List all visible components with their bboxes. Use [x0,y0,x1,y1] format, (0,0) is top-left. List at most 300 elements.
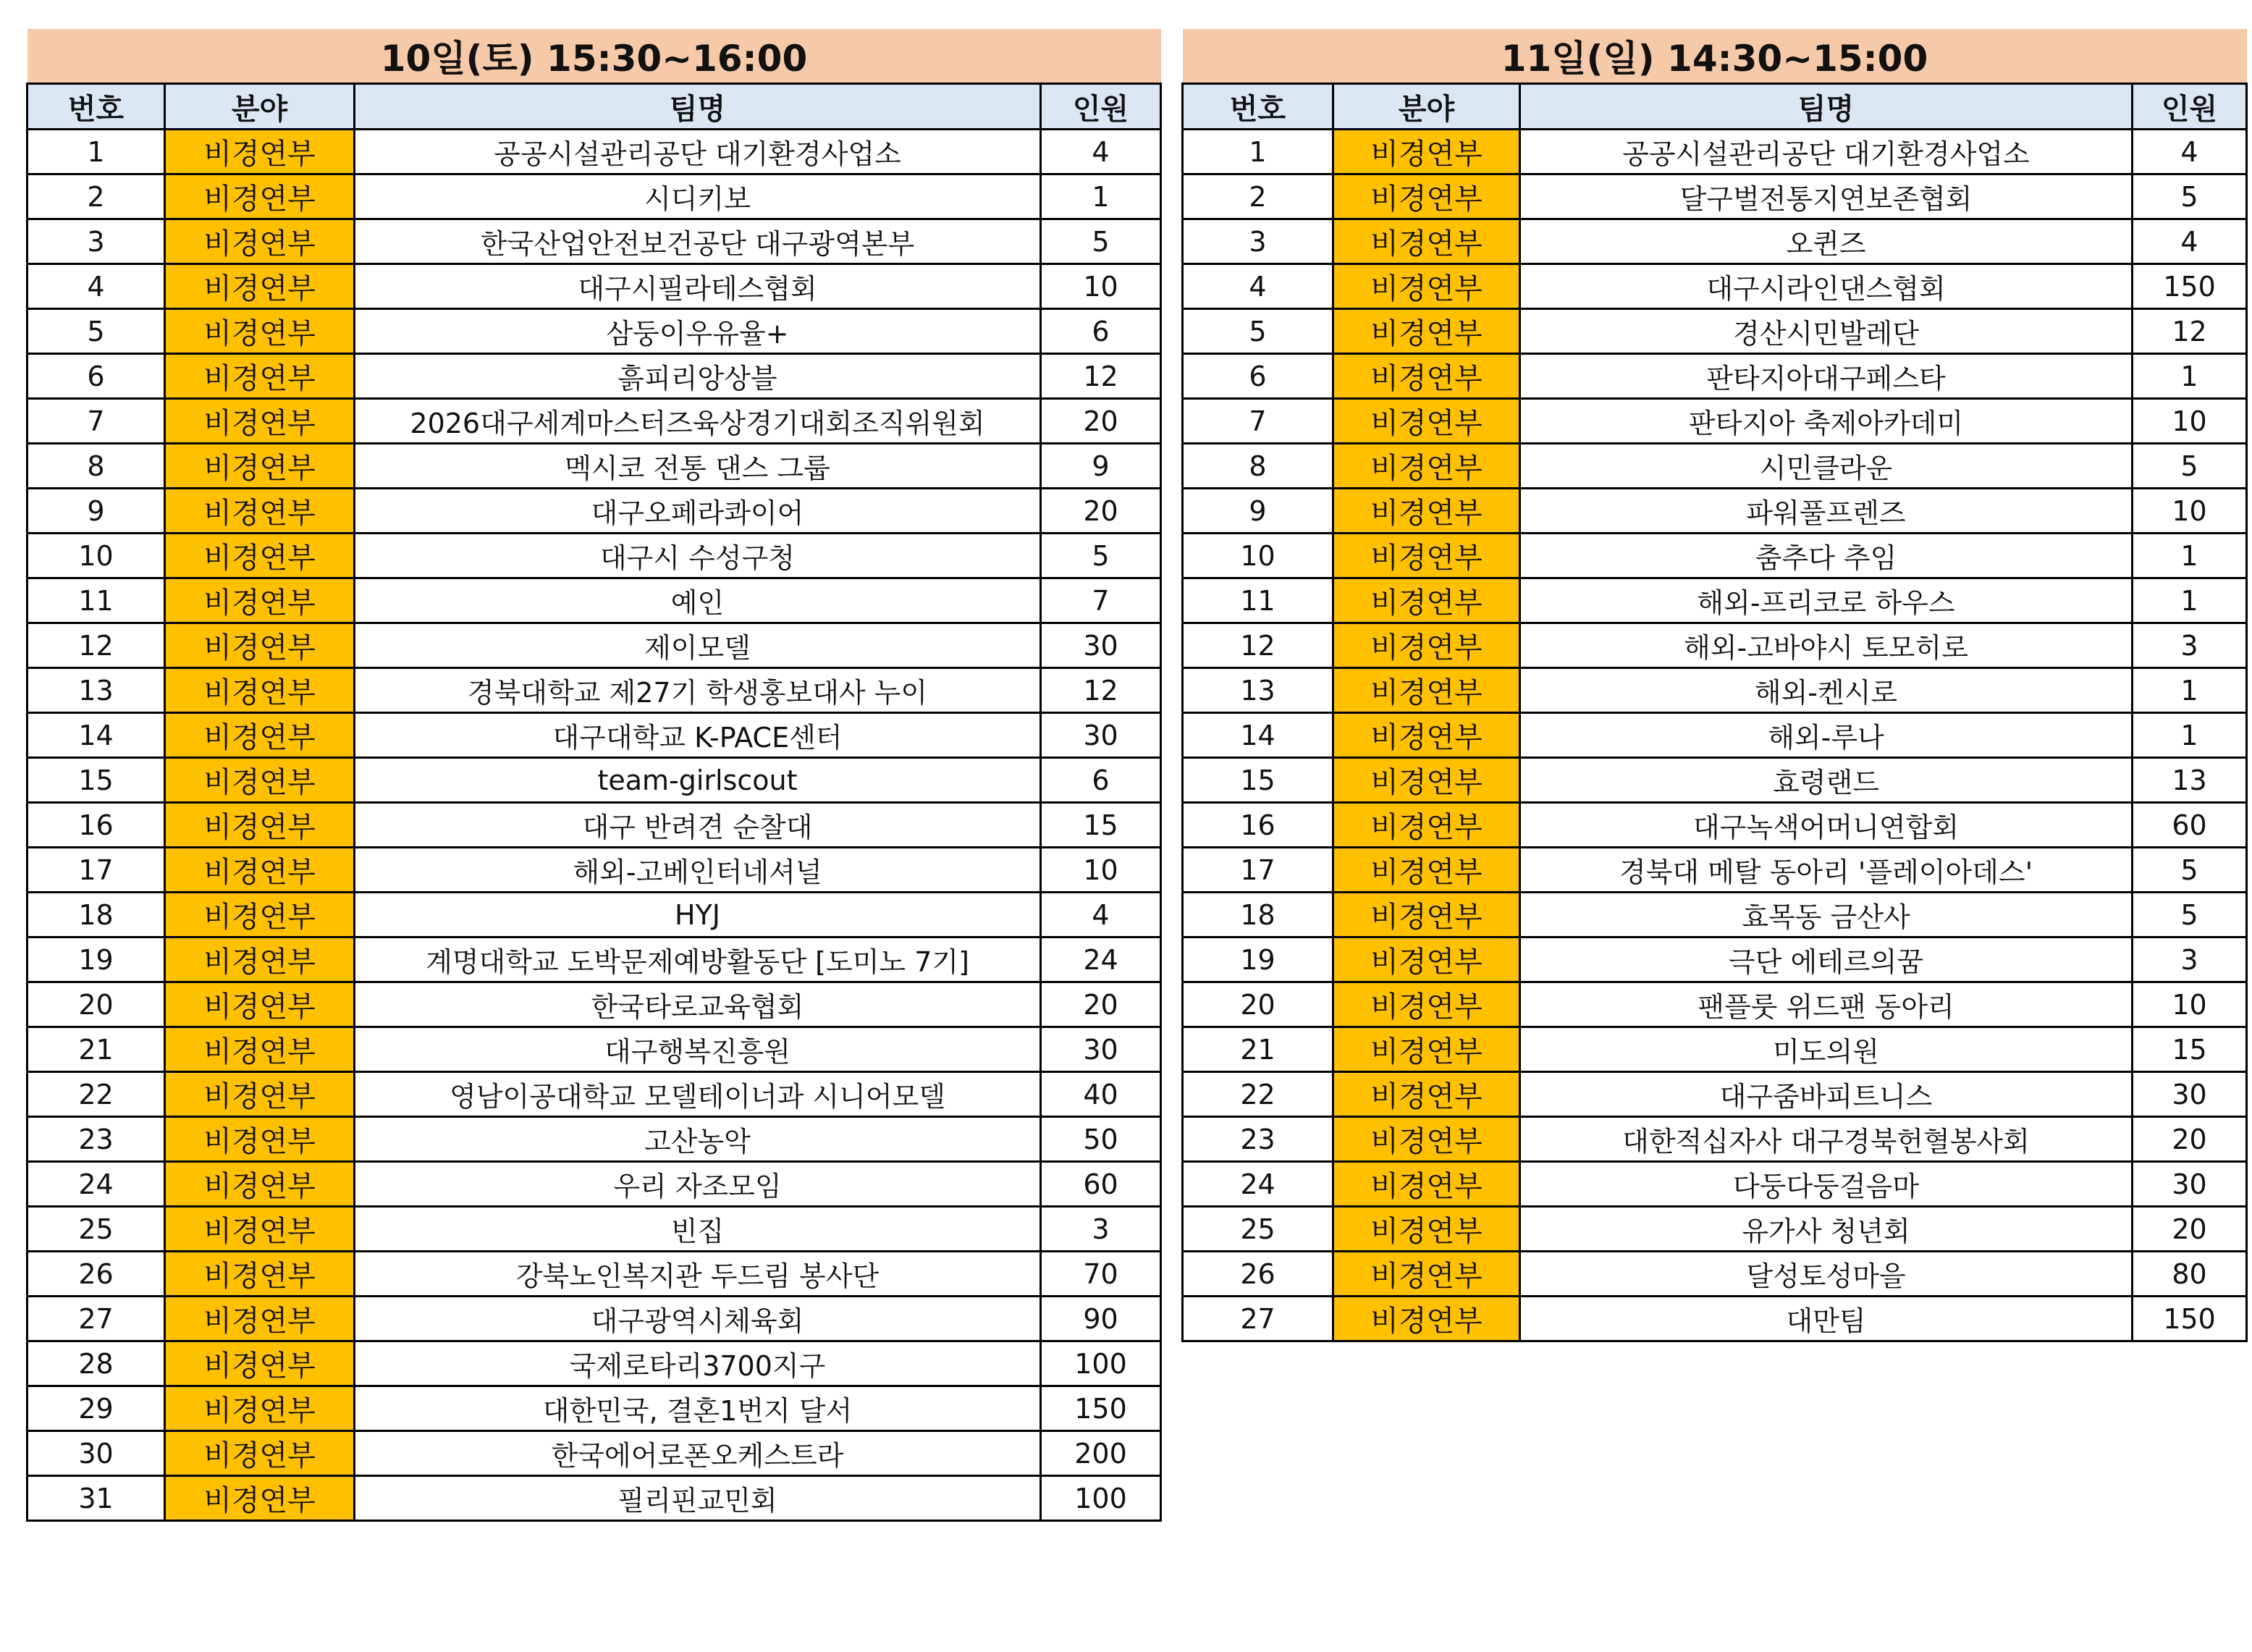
row-team-name: 필리핀교민회 [355,1476,1041,1521]
row-number: 22 [28,1072,165,1117]
row-number: 13 [1183,668,1333,713]
table-row [28,1117,1161,1162]
row-headcount: 60 [2133,803,2247,848]
row-number: 3 [1183,219,1333,264]
table-row [28,174,1161,219]
row-team-name: 고산농악 [355,1117,1041,1162]
row-field: 비경연부 [165,1386,355,1431]
row-field: 비경연부 [165,1162,355,1207]
row-team-name: 판타지아대구페스타 [1520,354,2133,399]
row-field: 비경연부 [165,982,355,1027]
table-row [1183,848,2247,893]
table-row [1183,578,2247,623]
table-row [1183,803,2247,848]
row-team-name: 예인 [355,578,1041,623]
row-headcount: 3 [2133,623,2247,668]
row-field: 비경연부 [165,1027,355,1072]
table-row [28,1207,1161,1252]
row-team-name: 대구광역시체육회 [355,1297,1041,1341]
row-team-name: 시민클라운 [1520,444,2133,489]
row-headcount: 100 [1041,1476,1161,1521]
row-number: 1 [1183,130,1333,174]
row-number: 11 [28,578,165,623]
row-field: 비경연부 [1333,758,1520,803]
row-number: 27 [1183,1297,1333,1341]
table-row [28,1027,1161,1072]
row-headcount: 70 [1041,1252,1161,1297]
row-team-name: 공공시설관리공단 대기환경사업소 [1520,130,2133,174]
row-headcount: 30 [1041,1027,1161,1072]
table-row [28,489,1161,534]
row-field: 비경연부 [165,1297,355,1341]
row-field: 비경연부 [1333,982,1520,1027]
row-number: 18 [1183,893,1333,937]
row-team-name: 빈집 [355,1207,1041,1252]
header-team-name: 팀명 [1520,84,2133,130]
row-headcount: 30 [2133,1162,2247,1207]
row-headcount: 12 [2133,309,2247,354]
header-field: 분야 [1333,84,1520,130]
row-number: 16 [1183,803,1333,848]
row-team-name: 다둥다둥걸음마 [1520,1162,2133,1207]
row-field: 비경연부 [1333,1072,1520,1117]
row-number: 23 [28,1117,165,1162]
row-field: 비경연부 [1333,668,1520,713]
row-headcount: 13 [2133,758,2247,803]
row-headcount: 12 [1041,354,1161,399]
row-field: 비경연부 [1333,1162,1520,1207]
table-row [28,444,1161,489]
row-team-name: 한국산업안전보건공단 대구광역본부 [355,219,1041,264]
row-field: 비경연부 [165,893,355,937]
table-row [1183,1072,2247,1117]
row-number: 19 [28,937,165,982]
row-team-name: 제이모델 [355,623,1041,668]
row-field: 비경연부 [165,489,355,534]
row-headcount: 100 [1041,1341,1161,1386]
row-headcount: 20 [2133,1117,2247,1162]
row-field: 비경연부 [165,219,355,264]
table-row [1183,174,2247,219]
row-number: 14 [28,713,165,758]
row-headcount: 3 [1041,1207,1161,1252]
row-field: 비경연부 [165,758,355,803]
row-team-name: 해외-프리코로 하우스 [1520,578,2133,623]
table-row [1183,264,2247,309]
row-number: 11 [1183,578,1333,623]
row-number: 26 [1183,1252,1333,1297]
table-row [1183,219,2247,264]
table-row [28,937,1161,982]
row-headcount: 5 [1041,534,1161,578]
row-field: 비경연부 [165,623,355,668]
row-headcount: 150 [2133,1297,2247,1341]
row-number: 2 [28,174,165,219]
table-title: 11일(일) 14:30~15:00 [1183,29,2247,84]
row-headcount: 90 [1041,1297,1161,1341]
row-field: 비경연부 [165,1072,355,1117]
row-number: 6 [1183,354,1333,399]
row-field: 비경연부 [165,309,355,354]
header-headcount: 인원 [2133,84,2247,130]
row-number: 14 [1183,713,1333,758]
header-number: 번호 [1183,84,1333,130]
row-team-name: 대구대학교 K-PACE센터 [355,713,1041,758]
row-field: 비경연부 [165,399,355,444]
table-row [28,893,1161,937]
table-row [1183,1207,2247,1252]
row-team-name: 해외-켄시로 [1520,668,2133,713]
row-number: 16 [28,803,165,848]
row-number: 29 [28,1386,165,1431]
row-team-name: 흙피리앙상블 [355,354,1041,399]
row-team-name: 팬플룻 위드팬 동아리 [1520,982,2133,1027]
row-team-name: HYJ [355,893,1041,937]
table-row [1183,1297,2247,1341]
row-headcount: 20 [1041,399,1161,444]
header-row [1183,84,2247,130]
row-team-name: 해외-고베인터네셔널 [355,848,1041,893]
table-row [28,1162,1161,1207]
row-team-name: 공공시설관리공단 대기환경사업소 [355,130,1041,174]
table-row [1183,489,2247,534]
row-headcount: 9 [1041,444,1161,489]
row-field: 비경연부 [1333,399,1520,444]
table-row [28,623,1161,668]
table-row [1183,130,2247,174]
header-number: 번호 [28,84,165,130]
row-number: 8 [28,444,165,489]
row-number: 15 [1183,758,1333,803]
row-team-name: 해외-루나 [1520,713,2133,758]
row-headcount: 20 [2133,1207,2247,1252]
table-row [28,534,1161,578]
row-headcount: 10 [1041,264,1161,309]
row-headcount: 150 [2133,264,2247,309]
row-number: 24 [28,1162,165,1207]
table-row [1183,893,2247,937]
row-team-name: 대구시 수성구청 [355,534,1041,578]
table-row [28,1476,1161,1521]
row-field: 비경연부 [1333,534,1520,578]
row-field: 비경연부 [165,534,355,578]
row-team-name: 대구 반려견 순찰대 [355,803,1041,848]
row-field: 비경연부 [165,1252,355,1297]
row-number: 7 [1183,399,1333,444]
row-field: 비경연부 [1333,937,1520,982]
table-row [28,668,1161,713]
row-field: 비경연부 [1333,803,1520,848]
row-headcount: 10 [2133,399,2247,444]
row-field: 비경연부 [165,1476,355,1521]
row-field: 비경연부 [1333,623,1520,668]
row-number: 12 [1183,623,1333,668]
row-number: 4 [28,264,165,309]
row-team-name: 미도의원 [1520,1027,2133,1072]
table-row [28,713,1161,758]
row-number: 25 [1183,1207,1333,1252]
table-row [28,1341,1161,1386]
row-headcount: 5 [2133,444,2247,489]
row-headcount: 5 [2133,893,2247,937]
row-field: 비경연부 [1333,489,1520,534]
table-row [28,578,1161,623]
row-number: 7 [28,399,165,444]
row-headcount: 5 [2133,848,2247,893]
row-team-name: 오퀸즈 [1520,219,2133,264]
row-team-name: 강북노인복지관 두드림 봉사단 [355,1252,1041,1297]
row-team-name: 유가사 청년회 [1520,1207,2133,1252]
row-number: 24 [1183,1162,1333,1207]
table-row [28,130,1161,174]
table-row [1183,758,2247,803]
row-number: 12 [28,623,165,668]
row-field: 비경연부 [1333,309,1520,354]
table-title-row [1183,29,2247,84]
row-headcount: 10 [2133,489,2247,534]
row-team-name: 효령랜드 [1520,758,2133,803]
table-row [28,264,1161,309]
row-number: 9 [1183,489,1333,534]
row-team-name: 한국에어로폰오케스트라 [355,1431,1041,1476]
row-team-name: 영남이공대학교 모델테이너과 시니어모델 [355,1072,1041,1117]
row-headcount: 30 [1041,713,1161,758]
row-field: 비경연부 [1333,893,1520,937]
row-number: 17 [28,848,165,893]
row-field: 비경연부 [165,1207,355,1252]
table-row [28,1297,1161,1341]
table-row [1183,937,2247,982]
row-headcount: 6 [1041,758,1161,803]
row-headcount: 1 [2133,668,2247,713]
row-number: 27 [28,1297,165,1341]
row-team-name: 2026대구세계마스터즈육상경기대회조직위원회 [355,399,1041,444]
row-field: 비경연부 [1333,848,1520,893]
row-headcount: 15 [1041,803,1161,848]
table-row [1183,399,2247,444]
row-headcount: 6 [1041,309,1161,354]
table-row [28,803,1161,848]
table-row [1183,354,2247,399]
table-row [28,1072,1161,1117]
row-headcount: 4 [2133,219,2247,264]
row-headcount: 5 [1041,219,1161,264]
row-number: 2 [1183,174,1333,219]
row-field: 비경연부 [165,848,355,893]
row-field: 비경연부 [165,1117,355,1162]
header-row [28,84,1161,130]
row-headcount: 12 [1041,668,1161,713]
table-title: 10일(토) 15:30~16:00 [28,29,1161,84]
row-team-name: 국제로타리3700지구 [355,1341,1041,1386]
row-team-name: 파워풀프렌즈 [1520,489,2133,534]
row-field: 비경연부 [1333,1117,1520,1162]
schedule-table-day10 [26,29,1162,1522]
table-row [28,758,1161,803]
row-field: 비경연부 [1333,130,1520,174]
row-headcount: 15 [2133,1027,2247,1072]
row-number: 1 [28,130,165,174]
table-row [28,399,1161,444]
row-field: 비경연부 [165,130,355,174]
row-headcount: 10 [2133,982,2247,1027]
row-number: 8 [1183,444,1333,489]
row-field: 비경연부 [1333,354,1520,399]
row-number: 31 [28,1476,165,1521]
row-field: 비경연부 [1333,1252,1520,1297]
row-team-name: 시디키보 [355,174,1041,219]
row-headcount: 1 [2133,354,2247,399]
row-field: 비경연부 [1333,578,1520,623]
header-team-name: 팀명 [355,84,1041,130]
row-field: 비경연부 [1333,1027,1520,1072]
table-row [28,1431,1161,1476]
row-team-name: 효목동 금산사 [1520,893,2133,937]
row-team-name: 멕시코 전통 댄스 그룹 [355,444,1041,489]
schedule-table-day11 [1181,29,2248,1342]
row-team-name: 우리 자조모임 [355,1162,1041,1207]
row-headcount: 4 [1041,893,1161,937]
row-field: 비경연부 [165,937,355,982]
row-field: 비경연부 [165,803,355,848]
row-team-name: 한국타로교육협회 [355,982,1041,1027]
table-row [28,982,1161,1027]
row-number: 3 [28,219,165,264]
row-number: 26 [28,1252,165,1297]
row-team-name: 대한적십자사 대구경북헌혈봉사회 [1520,1117,2133,1162]
row-team-name: 경산시민발레단 [1520,309,2133,354]
row-headcount: 60 [1041,1162,1161,1207]
row-number: 5 [28,309,165,354]
row-team-name: 해외-고바야시 토모히로 [1520,623,2133,668]
row-number: 28 [28,1341,165,1386]
row-field: 비경연부 [1333,1297,1520,1341]
row-field: 비경연부 [165,264,355,309]
row-field: 비경연부 [1333,174,1520,219]
row-field: 비경연부 [165,668,355,713]
row-team-name: 대구시라인댄스협회 [1520,264,2133,309]
row-headcount: 40 [1041,1072,1161,1117]
row-headcount: 3 [2133,937,2247,982]
row-team-name: team-girlscout [355,758,1041,803]
row-team-name: 대구행복진흥원 [355,1027,1041,1072]
table-row [1183,444,2247,489]
table-row [1183,668,2247,713]
row-headcount: 80 [2133,1252,2247,1297]
row-headcount: 50 [1041,1117,1161,1162]
row-headcount: 4 [1041,130,1161,174]
table-row [1183,1027,2247,1072]
row-headcount: 1 [2133,713,2247,758]
row-number: 21 [1183,1027,1333,1072]
row-team-name: 대만팀 [1520,1297,2133,1341]
row-number: 19 [1183,937,1333,982]
row-headcount: 5 [2133,174,2247,219]
row-number: 10 [28,534,165,578]
row-headcount: 20 [1041,982,1161,1027]
row-headcount: 1 [2133,578,2247,623]
row-headcount: 1 [1041,174,1161,219]
table-row [1183,1252,2247,1297]
row-headcount: 10 [1041,848,1161,893]
row-field: 비경연부 [165,1431,355,1476]
row-team-name: 계명대학교 도박문제예방활동단 [도미노 7기] [355,937,1041,982]
table-row [1183,713,2247,758]
row-number: 20 [1183,982,1333,1027]
row-number: 25 [28,1207,165,1252]
row-number: 21 [28,1027,165,1072]
row-number: 4 [1183,264,1333,309]
row-field: 비경연부 [165,444,355,489]
row-field: 비경연부 [1333,1207,1520,1252]
table-row [1183,1117,2247,1162]
row-number: 13 [28,668,165,713]
table-row [1183,1162,2247,1207]
row-number: 18 [28,893,165,937]
table-row [28,1252,1161,1297]
row-headcount: 30 [2133,1072,2247,1117]
header-field: 분야 [165,84,355,130]
row-team-name: 대구줌바피트니스 [1520,1072,2133,1117]
table-title-row [28,29,1161,84]
table-row [28,309,1161,354]
row-number: 9 [28,489,165,534]
row-field: 비경연부 [1333,444,1520,489]
row-team-name: 극단 에테르의꿈 [1520,937,2133,982]
row-number: 30 [28,1431,165,1476]
header-headcount: 인원 [1041,84,1161,130]
row-number: 22 [1183,1072,1333,1117]
row-headcount: 7 [1041,578,1161,623]
row-team-name: 삼둥이우유율+ [355,309,1041,354]
row-field: 비경연부 [165,578,355,623]
row-field: 비경연부 [165,354,355,399]
row-headcount: 24 [1041,937,1161,982]
row-team-name: 경북대 메탈 동아리 '플레이아데스' [1520,848,2133,893]
row-headcount: 20 [1041,489,1161,534]
row-team-name: 춤추다 추임 [1520,534,2133,578]
row-number: 20 [28,982,165,1027]
row-number: 15 [28,758,165,803]
row-headcount: 1 [2133,534,2247,578]
table-row [28,219,1161,264]
row-team-name: 경북대학교 제27기 학생홍보대사 누이 [355,668,1041,713]
table-row [1183,982,2247,1027]
table-row [28,848,1161,893]
row-headcount: 200 [1041,1431,1161,1476]
row-field: 비경연부 [165,713,355,758]
table-row [1183,534,2247,578]
row-headcount: 150 [1041,1386,1161,1431]
row-field: 비경연부 [1333,264,1520,309]
row-team-name: 달성토성마을 [1520,1252,2133,1297]
table-row [1183,309,2247,354]
table-row [28,1386,1161,1431]
row-number: 10 [1183,534,1333,578]
row-number: 5 [1183,309,1333,354]
row-team-name: 대한민국, 결혼1번지 달서 [355,1386,1041,1431]
row-field: 비경연부 [1333,713,1520,758]
row-team-name: 대구시필라테스협회 [355,264,1041,309]
row-number: 6 [28,354,165,399]
table-row [28,354,1161,399]
row-headcount: 4 [2133,130,2247,174]
row-team-name: 달구벌전통지연보존협회 [1520,174,2133,219]
row-number: 23 [1183,1117,1333,1162]
row-field: 비경연부 [165,1341,355,1386]
row-field: 비경연부 [1333,219,1520,264]
row-team-name: 대구오페라콰이어 [355,489,1041,534]
